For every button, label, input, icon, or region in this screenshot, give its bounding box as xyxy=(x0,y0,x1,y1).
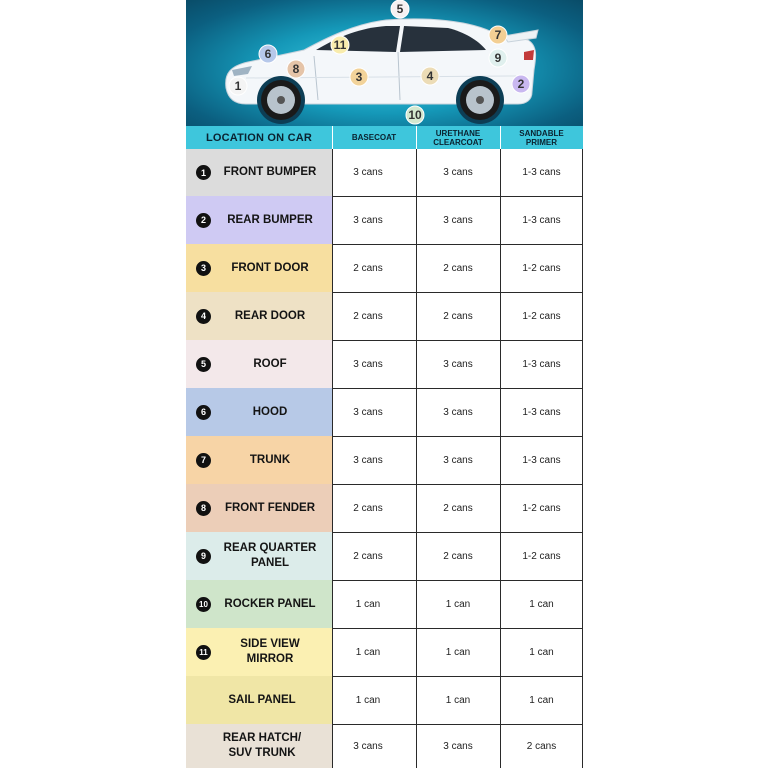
grid-row-line xyxy=(332,676,583,678)
header-location: LOCATION ON CAR xyxy=(205,131,313,144)
location-cell xyxy=(186,149,332,196)
location-cell xyxy=(186,628,332,676)
row-number-badge: 8 xyxy=(196,501,211,516)
header-divider xyxy=(416,126,417,149)
marker-2 xyxy=(512,75,530,93)
location-name: ROOF xyxy=(253,357,287,370)
table-row xyxy=(186,484,583,532)
grid-row-line xyxy=(332,196,583,198)
primer-cell: 1-3 cans xyxy=(522,454,561,466)
marker-4 xyxy=(421,67,439,85)
primer-cell: 1-3 cans xyxy=(522,167,561,178)
basecoat-cell: 2 cans xyxy=(353,310,383,322)
marker-1 xyxy=(229,77,247,95)
location-name xyxy=(212,541,328,571)
basecoat-cell: 3 cans xyxy=(353,454,383,466)
table-header xyxy=(186,126,583,149)
primer-cell: 1-2 cans xyxy=(522,310,561,322)
grid-row-line xyxy=(332,580,583,582)
location-name-line1: REAR HATCH/ xyxy=(222,732,302,744)
marker-7 xyxy=(489,26,507,44)
marker-label: 9 xyxy=(494,51,502,65)
location-name: FRONT FENDER xyxy=(224,501,316,514)
location-cell xyxy=(186,676,332,724)
grid-row-line xyxy=(332,628,583,630)
primer-cell: 2 cans xyxy=(526,740,557,752)
location-name: ROCKER PANEL xyxy=(224,597,316,610)
clearcoat-cell: 3 cans xyxy=(443,167,473,178)
basecoat-cell: 2 cans xyxy=(353,502,383,514)
clearcoat-cell: 2 cans xyxy=(443,310,473,322)
location-cell xyxy=(186,196,332,244)
table-row xyxy=(186,724,583,768)
header-divider xyxy=(332,126,333,149)
marker-8 xyxy=(287,60,305,78)
row-number-badge: 9 xyxy=(196,549,211,564)
basecoat-cell: 3 cans xyxy=(353,214,383,226)
location-name: FRONT DOOR xyxy=(231,261,309,274)
table-row xyxy=(186,580,583,628)
marker-3 xyxy=(350,68,368,86)
location-cell xyxy=(186,340,332,388)
basecoat-cell: 3 cans xyxy=(353,167,383,178)
location-name: TRUNK xyxy=(249,453,291,466)
marker-label: 10 xyxy=(408,108,422,122)
location-name-line2: SUV TRUNK xyxy=(228,747,296,759)
primer-cell: 1 can xyxy=(529,694,554,706)
row-number-badge: 3 xyxy=(196,261,211,276)
marker-label: 7 xyxy=(494,28,502,42)
header-clearcoat-line2: CLEARCOAT xyxy=(433,137,483,147)
marker-label: 4 xyxy=(426,69,434,83)
location-cell xyxy=(186,436,332,484)
row-number-badge: 5 xyxy=(196,357,211,372)
location-name: REAR BUMPER xyxy=(227,213,313,226)
primer-cell: 1 can xyxy=(529,646,554,658)
grid-row-line xyxy=(332,724,583,726)
header-primer-line2: PRIMER xyxy=(525,137,558,147)
location-name: REAR DOOR xyxy=(234,309,306,322)
primer-cell: 1-3 cans xyxy=(522,214,561,226)
marker-layer xyxy=(186,0,583,126)
header-primer-line1: SANDABLE xyxy=(519,128,564,138)
location-name-line2: MIRROR xyxy=(246,653,294,665)
clearcoat-cell: 1 can xyxy=(445,694,471,706)
basecoat-cell: 1 can xyxy=(355,646,381,658)
marker-5 xyxy=(391,0,409,18)
clearcoat-cell: 1 can xyxy=(445,598,471,610)
grid-row-line xyxy=(332,340,583,342)
marker-10 xyxy=(406,106,424,124)
table-row xyxy=(186,436,583,484)
table-row xyxy=(186,676,583,724)
header-clearcoat xyxy=(416,126,500,149)
car-diagram xyxy=(186,0,583,126)
location-name: FRONT BUMPER xyxy=(223,166,317,178)
primer-cell: 1 can xyxy=(529,598,554,610)
clearcoat-cell: 2 cans xyxy=(443,550,473,562)
table-row xyxy=(186,532,583,580)
location-cell xyxy=(186,388,332,436)
header-primer xyxy=(500,126,583,149)
location-name: SAIL PANEL xyxy=(228,693,296,706)
basecoat-cell: 1 can xyxy=(355,598,381,610)
clearcoat-cell: 3 cans xyxy=(443,406,473,418)
basecoat-cell: 2 cans xyxy=(353,262,383,274)
paint-guide-sheet xyxy=(186,0,583,768)
marker-label: 8 xyxy=(292,62,300,76)
marker-label: 5 xyxy=(396,2,404,16)
marker-6 xyxy=(259,45,277,63)
location-cell xyxy=(186,292,332,340)
primer-cell: 1-2 cans xyxy=(522,502,561,514)
clearcoat-cell: 3 cans xyxy=(443,214,473,226)
row-number-badge: 6 xyxy=(196,405,211,420)
grid-row-line xyxy=(332,292,583,294)
row-number-badge: 7 xyxy=(196,453,211,468)
location-cell xyxy=(186,580,332,628)
grid-row-line xyxy=(332,484,583,486)
marker-9 xyxy=(489,49,507,67)
table-row xyxy=(186,292,583,340)
location-name-line1: SIDE VIEW xyxy=(240,638,300,650)
row-number-badge: 1 xyxy=(196,165,211,180)
clearcoat-cell: 1 can xyxy=(445,646,471,658)
basecoat-cell: 3 cans xyxy=(353,358,383,370)
clearcoat-cell: 3 cans xyxy=(443,454,473,466)
grid-row-line xyxy=(332,244,583,246)
primer-cell: 1-2 cans xyxy=(522,262,561,274)
clearcoat-cell: 3 cans xyxy=(443,358,473,370)
primer-cell: 1-2 cans xyxy=(522,550,561,562)
grid-row-line xyxy=(332,436,583,438)
basecoat-cell: 3 cans xyxy=(353,740,383,752)
header-basecoat: BASECOAT xyxy=(351,133,397,142)
row-number-badge: 10 xyxy=(196,597,211,612)
basecoat-cell: 2 cans xyxy=(353,550,383,562)
basecoat-cell: 1 can xyxy=(355,694,381,706)
primer-cell: 1-3 cans xyxy=(522,358,561,370)
table-row xyxy=(186,340,583,388)
clearcoat-cell: 2 cans xyxy=(443,262,473,274)
marker-label: 1 xyxy=(234,79,242,93)
basecoat-cell: 3 cans xyxy=(353,406,383,418)
marker-label: 11 xyxy=(333,38,347,52)
location-name-line2: PANEL xyxy=(250,557,290,569)
marker-label: 6 xyxy=(264,47,272,61)
clearcoat-cell: 3 cans xyxy=(443,740,473,752)
location-name xyxy=(212,637,328,667)
header-divider xyxy=(500,126,501,149)
row-number-badge: 4 xyxy=(196,309,211,324)
location-name xyxy=(196,731,328,761)
marker-label: 2 xyxy=(517,77,525,91)
location-name: HOOD xyxy=(252,405,288,418)
table-row xyxy=(186,388,583,436)
grid-row-line xyxy=(332,532,583,534)
table-row xyxy=(186,149,583,196)
clearcoat-cell: 2 cans xyxy=(443,502,473,514)
location-cell xyxy=(186,724,332,768)
location-cell xyxy=(186,532,332,580)
table-row xyxy=(186,244,583,292)
row-number-badge: 2 xyxy=(196,213,211,228)
grid-row-line xyxy=(332,388,583,390)
row-number-badge: 11 xyxy=(196,645,211,660)
marker-label: 3 xyxy=(355,70,363,84)
location-cell xyxy=(186,244,332,292)
table-row xyxy=(186,628,583,676)
location-cell xyxy=(186,484,332,532)
marker-11 xyxy=(331,36,349,54)
table-row xyxy=(186,196,583,244)
primer-cell: 1-3 cans xyxy=(522,406,561,418)
header-clearcoat-line1: URETHANE xyxy=(435,128,481,138)
location-name-line1: REAR QUARTER xyxy=(223,542,317,554)
